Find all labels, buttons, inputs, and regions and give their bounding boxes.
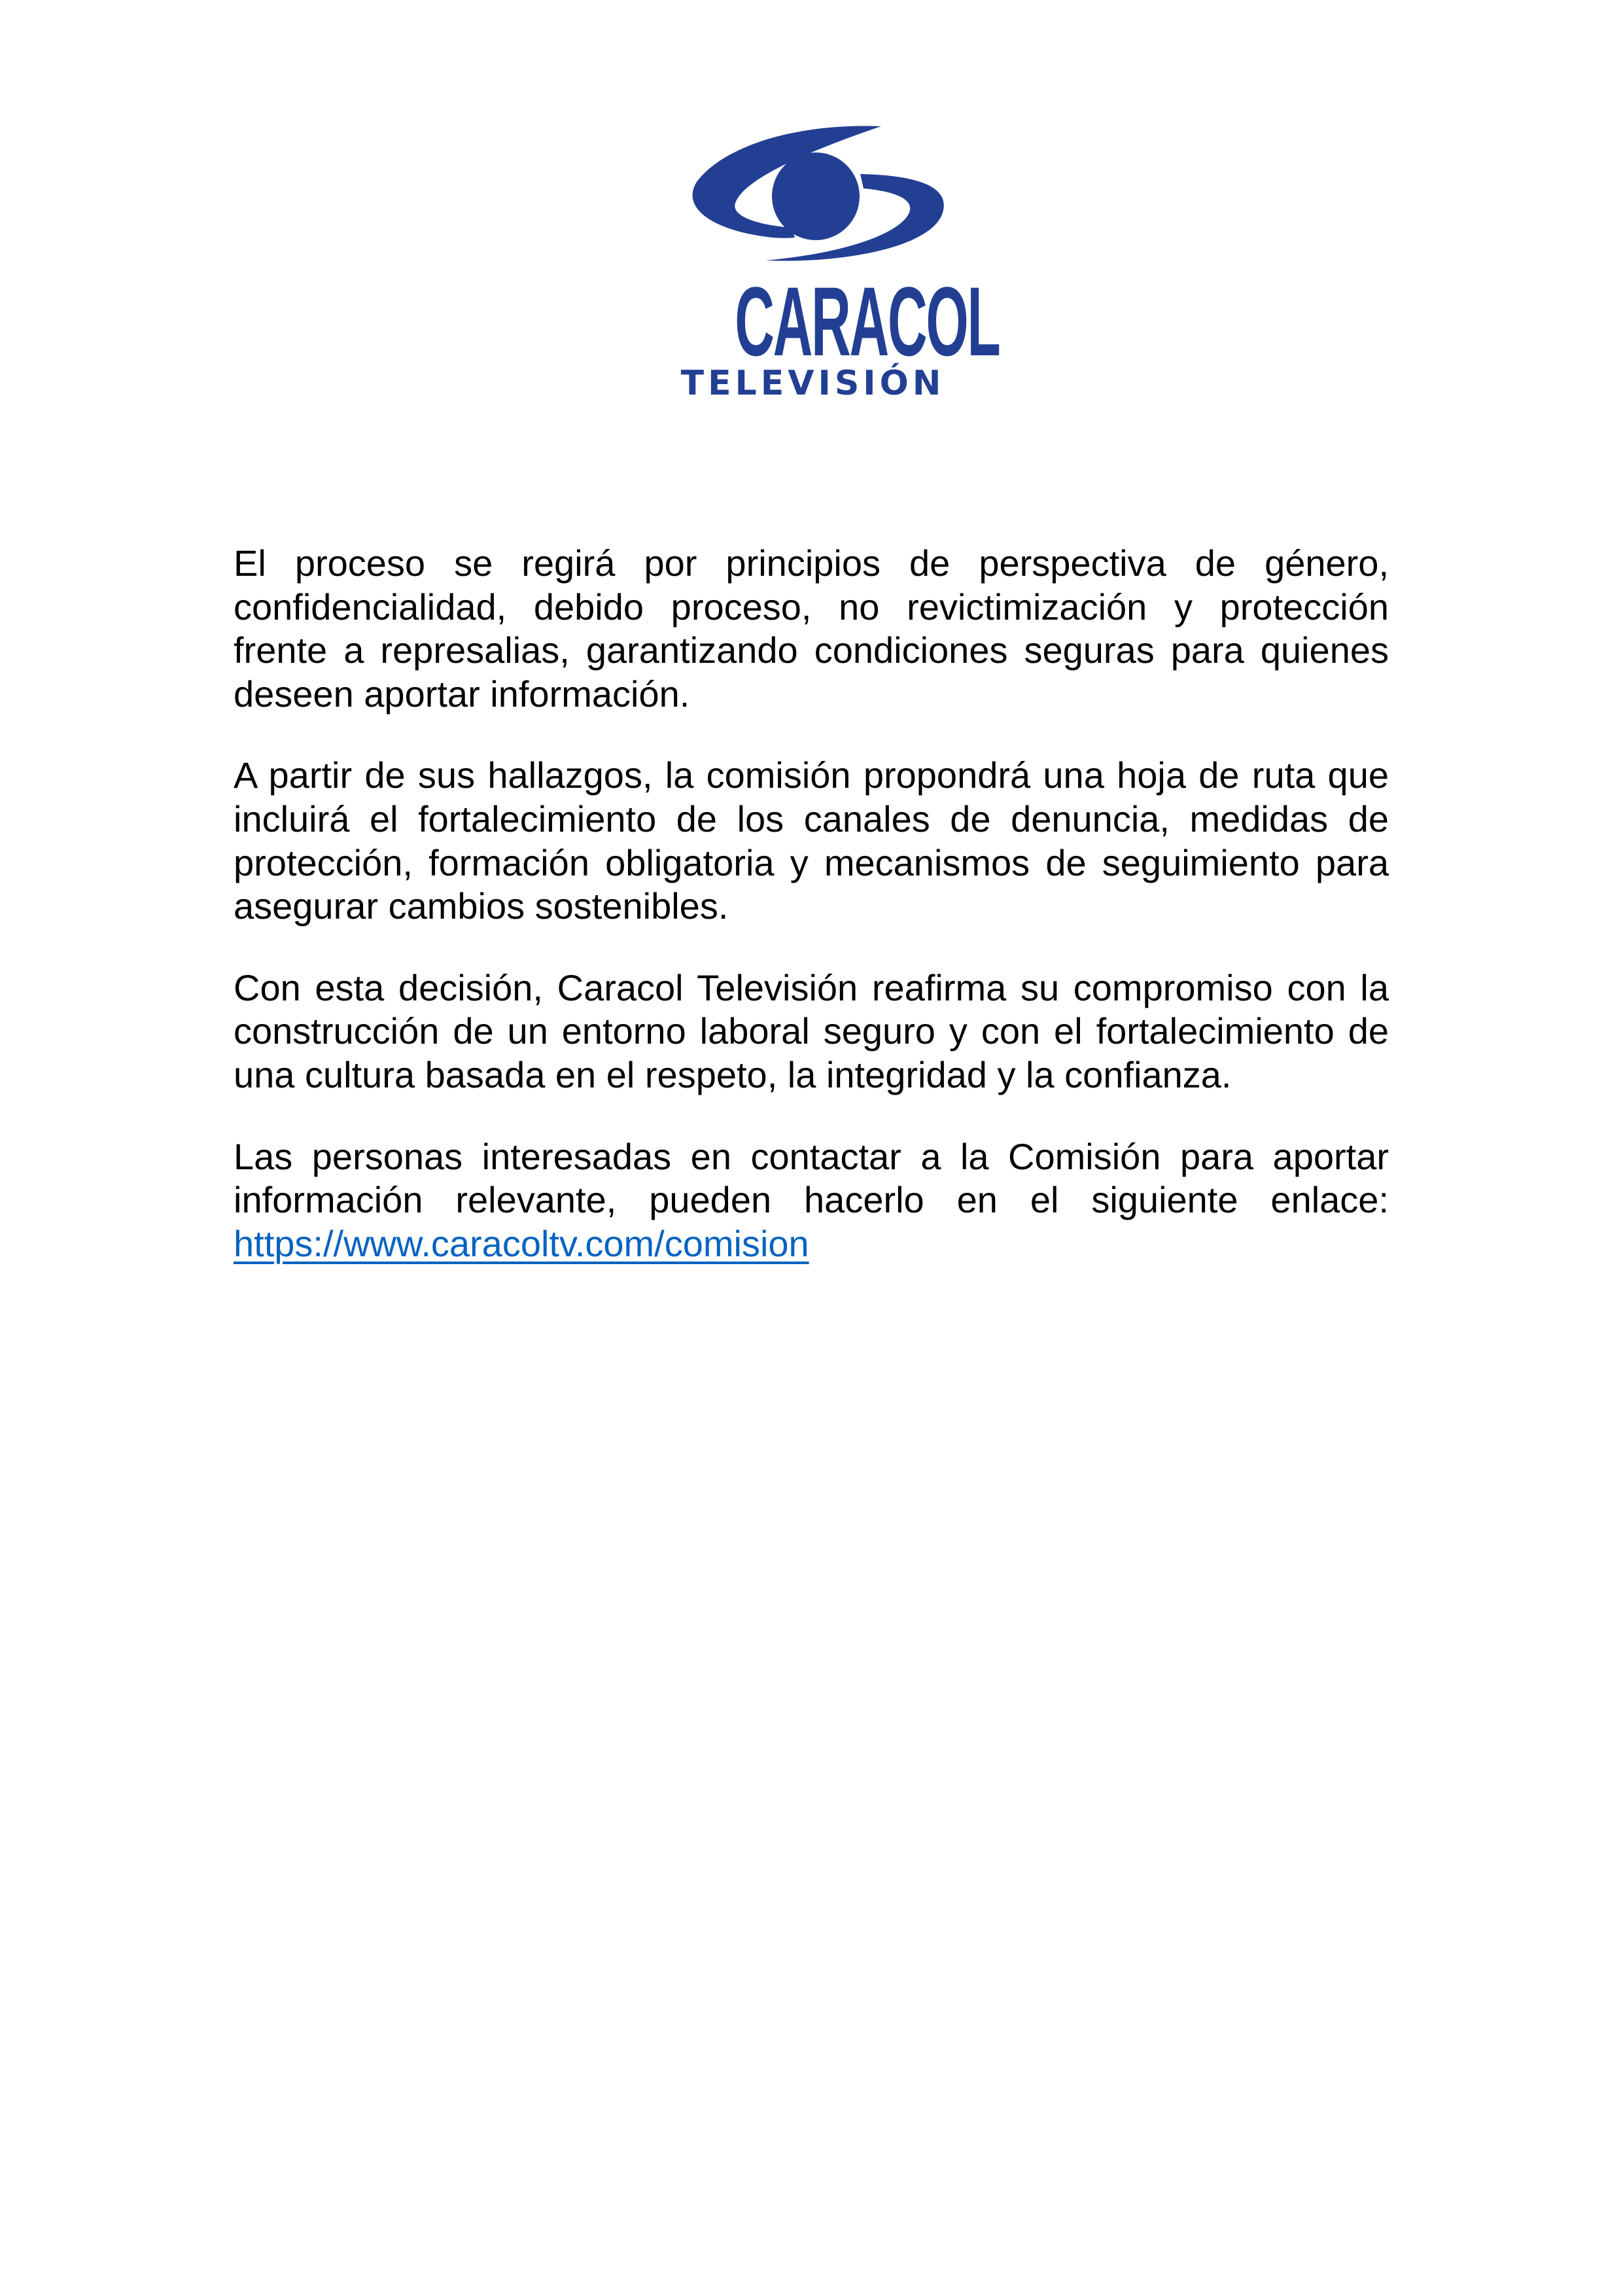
logo-wordmark-caracol: CARACOL (735, 266, 1000, 376)
caracol-television-logo (674, 97, 1000, 412)
paragraph-principles: El proceso se regirá por principios de perspectiva de género, confidencialidad, debido proceso, no revictimización y protección frente a represalias, garantizando condiciones seguras para quienes deseen aportar información. (234, 542, 1389, 715)
contact-text: Las personas interesadas en contactar a la Comisión para aportar información relevante, pueden hacerlo en el siguiente enlace: (234, 1135, 1389, 1221)
document-body (234, 542, 1389, 1303)
paragraph-commitment: Con esta decisión, Caracol Televisión reafirma su compromiso con la construcción de un entorno laboral seguro y con el fortalecimiento de una cultura basada en el respeto, la integridad y la confianza. (234, 966, 1389, 1095)
caracol-swoosh-icon (674, 97, 952, 267)
logo-wordmark-television: TELEVISIÓN (680, 364, 945, 403)
paragraph-contact (234, 1135, 1389, 1266)
comision-link[interactable]: https://www.caracoltv.com/comision (234, 1222, 809, 1264)
paragraph-roadmap: A partir de sus hallazgos, la comisión propondrá una hoja de ruta que incluirá el fortalecimiento de los canales de denuncia, medidas de protección, formación obligatoria y mecanismos de seguimiento para asegurar cambios sostenibles. (234, 754, 1389, 927)
